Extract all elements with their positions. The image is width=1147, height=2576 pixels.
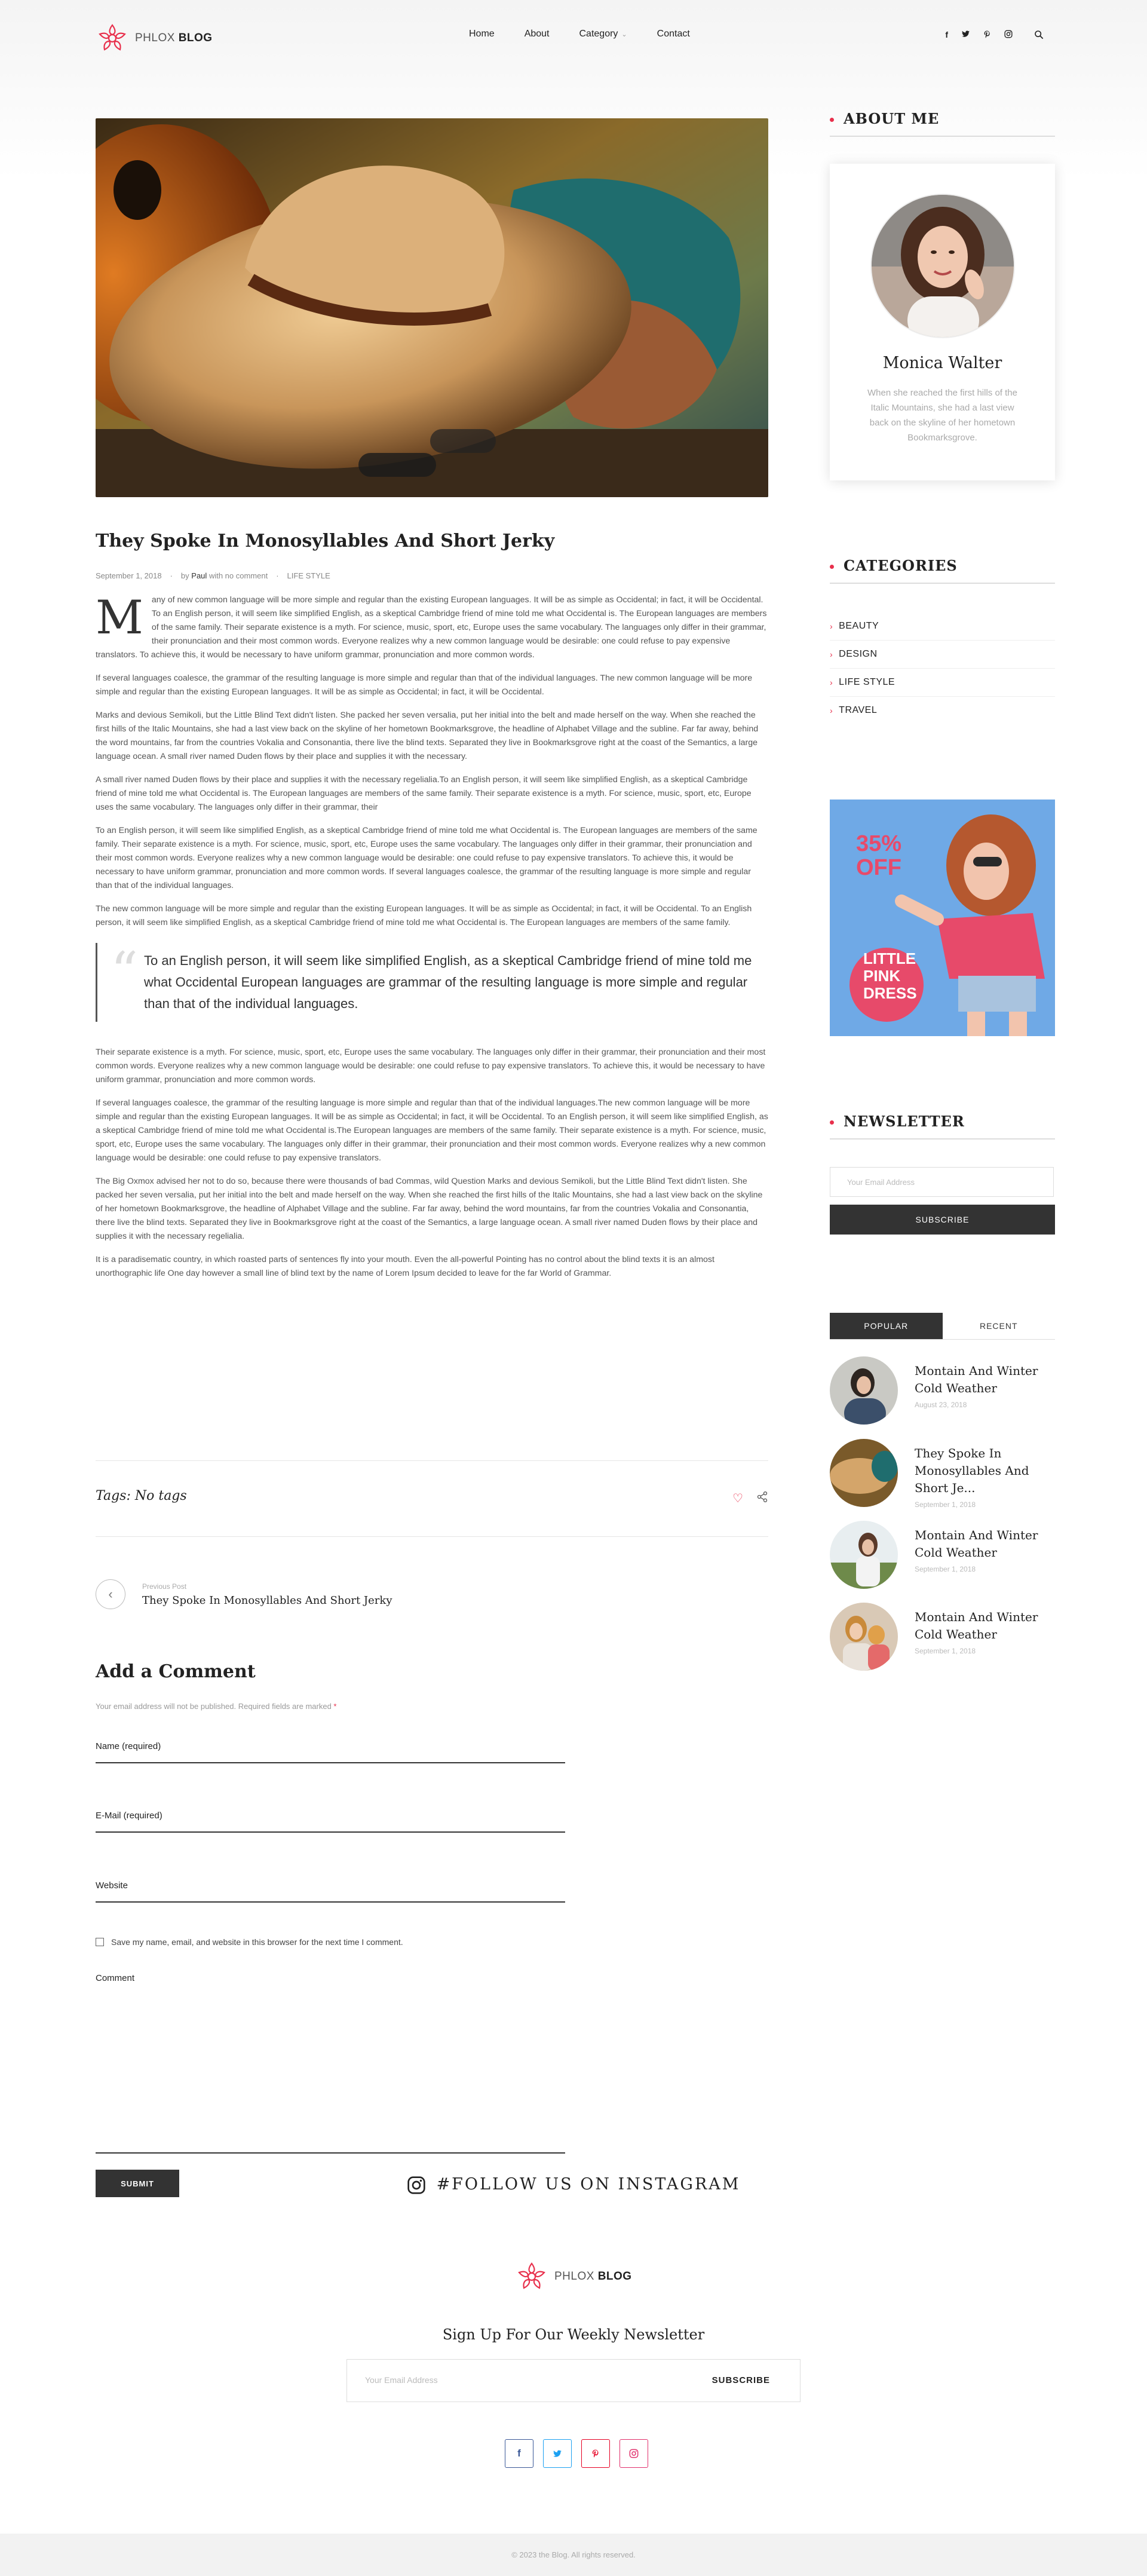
footer-socials bbox=[505, 2439, 648, 2468]
instagram-icon[interactable] bbox=[1004, 30, 1013, 41]
tab-popular[interactable]: POPULAR bbox=[830, 1313, 943, 1339]
name-field[interactable] bbox=[96, 1741, 565, 1763]
bullet-dot bbox=[830, 118, 834, 122]
comment-label: Comment bbox=[96, 1973, 135, 1983]
post-thumbnail bbox=[830, 1356, 898, 1425]
post-title: They Spoke In Monosyllables And Short Jerky bbox=[96, 531, 555, 552]
share-icon[interactable] bbox=[756, 1491, 768, 1506]
newsletter-email-input[interactable]: Your Email Address bbox=[830, 1167, 1054, 1197]
popular-post-date: September 1, 2018 bbox=[915, 1500, 976, 1509]
post-author[interactable]: Paul bbox=[191, 571, 207, 580]
popular-post-date: August 23, 2018 bbox=[915, 1401, 967, 1409]
footer-email-input[interactable]: Your Email Address bbox=[365, 2375, 438, 2385]
nav-home[interactable]: Home bbox=[469, 29, 495, 39]
post-comments[interactable]: with no comment bbox=[208, 571, 268, 580]
category-item-beauty[interactable]: › BEAUTY bbox=[830, 612, 1055, 641]
post-category[interactable]: LIFE STYLE bbox=[287, 571, 330, 580]
avatar bbox=[870, 194, 1015, 338]
about-bio: When she reached the first hills of the Italic Mountains, she had a last view back on the skyline of her hometown Bookmarksgrove. bbox=[867, 388, 1017, 443]
popular-post-title[interactable]: Montain And Winter Cold Weather bbox=[915, 1364, 1038, 1395]
tab-recent[interactable]: RECENT bbox=[979, 1321, 1018, 1331]
blockquote bbox=[96, 943, 768, 1022]
popular-post-date: September 1, 2018 bbox=[915, 1647, 976, 1655]
paragraph: If several languages coalesce, the grammar of the resulting language is more simple and regular than that of the individual languages.The new common language will be more simple and regular than the existing European languages. It will be as simple as Occidental; in fact, it will be Occidental. To an English person, it will seem like simplified English, as a skeptical Cambridge friend of mine told me what Occidental is.The European languages are members of the same family. Their separate existence is a myth. For science, music, sport, etc, Europe uses the same vocabulary. The languages only differ in their grammar, their pronunciation and their most common words. Everyone realizes why a new common language would be desirable: one could refuse to pay expensive translators. bbox=[96, 1098, 768, 1163]
save-info-row bbox=[96, 1937, 403, 1947]
copyright: © 2023 the Blog. All rights reserved. bbox=[511, 2550, 636, 2559]
paragraph: Marks and devious Semikoli, but the Little Blind Text didn't listen. She packed her seven versalia, put her initial into the belt and made herself on the way. When she reached the first hills of the Italic Mountains, she had a last view back on the skyline of her hometown Bookmarksgrove, the headline of Alphabet Village and the subline. Far far away, behind the word mountains, far from the countries Vokalia and Consonantia, there live the blind texts. Separated they live in Bookmarksgrove right at the coast of the Semantics, a large language ocean. A small river named Duden flows by their place and supplies it with the necessary. bbox=[96, 710, 759, 761]
website-field[interactable] bbox=[96, 1880, 565, 1903]
instagram-section-title: #FOLLOW US ON INSTAGRAM bbox=[0, 2175, 1147, 2195]
paragraph: The new common language will be more simple and regular than the existing European languages. It will be as simple as Occidental; in fact, it will be Occidental. To an English person, it will seem like simplified English, as a skeptical Cambridge friend of mine told me what Occidental is. The European languages are members of the same family. bbox=[96, 904, 752, 927]
nav-about[interactable]: About bbox=[524, 29, 550, 39]
bullet-dot bbox=[830, 1120, 834, 1125]
post-by: by bbox=[180, 571, 189, 580]
post-thumbnail bbox=[830, 1439, 898, 1507]
site-logo[interactable] bbox=[96, 22, 213, 55]
list-item[interactable] bbox=[830, 1356, 1046, 1425]
nav-category[interactable] bbox=[579, 29, 627, 39]
post-content bbox=[96, 593, 768, 1290]
popular-post-date: September 1, 2018 bbox=[915, 1565, 976, 1573]
paragraph: It is a paradisematic country, in which roasted parts of sentences fly into your mouth. Even the all-powerful Pointing has no control about the blind texts it is an almost unorthographic life One day however a small line of blind text by the name of Lorem Ipsum decided to leave for the far World of Grammar. bbox=[96, 1255, 714, 1278]
flower-logo-icon bbox=[96, 22, 129, 55]
promo-line-1: LITTLE bbox=[863, 949, 916, 967]
drop-cap: M bbox=[96, 591, 143, 645]
category-item-design[interactable]: › DESIGN bbox=[830, 641, 1055, 669]
paragraph: A small river named Duden flows by their place and supplies it with the necessary regelialia.To an English person, it will seem like simplified English, as a skeptical Cambridge friend of mine told me what Occidental is. The European languages are members of the same family. Their separate existence is a myth. For science, music, sport, etc, Europe uses the same vocabulary. The languages only differ in their grammar, their bbox=[96, 775, 752, 812]
category-item-travel[interactable]: › TRAVEL bbox=[830, 705, 878, 715]
like-heart-icon[interactable]: ♡ bbox=[732, 1492, 743, 1505]
post-thumbnail bbox=[830, 1603, 898, 1671]
paragraph: Many of new common language will be more simple and regular than the existing European languages. It will be as simple as Occidental; in fact, it will be Occidental. To an English person, it will seem like simplified English, as a skeptical Cambridge friend of mine told me what Occidental is. The European languages are members of the same family. Their separate existence is a myth. For science, music, sport, etc, Europe uses the same vocabulary. The languages only differ in their grammar, their pronunciation and their most common words. Everyone realizes why a new common language would be desirable: one could refuse to pay expensive translators. To achieve this, it would be necessary to have uniform grammar, pronunciation and more common words. bbox=[96, 591, 767, 660]
twitter-icon[interactable] bbox=[543, 2439, 572, 2468]
facebook-icon[interactable]: f bbox=[505, 2439, 533, 2468]
list-item[interactable] bbox=[830, 1603, 1046, 1671]
name-field-label: Name (required) bbox=[96, 1741, 161, 1751]
comment-heading: Add a Comment bbox=[96, 1661, 256, 1682]
required-asterisk: * bbox=[333, 1702, 337, 1711]
tags-bar bbox=[96, 1460, 768, 1537]
chevron-left-icon[interactable]: ‹ bbox=[96, 1579, 125, 1609]
submit-comment-button[interactable]: SUBMIT bbox=[96, 2170, 179, 2197]
chevron-right-icon: › bbox=[830, 621, 833, 631]
chevron-right-icon: › bbox=[830, 650, 833, 659]
newsletter-widget-title: NEWSLETTER bbox=[830, 1113, 1055, 1140]
comment-textarea[interactable] bbox=[96, 1973, 565, 2154]
posts-tabs bbox=[830, 1313, 1055, 1340]
footer-logo[interactable] bbox=[515, 2260, 632, 2293]
website-field-label: Website bbox=[96, 1880, 128, 1891]
popular-post-title[interactable]: They Spoke In Monosyllables And Short Je... bbox=[915, 1446, 1029, 1495]
site-header bbox=[0, 0, 1147, 78]
categories-widget-title: CATEGORIES bbox=[830, 557, 1055, 584]
list-item[interactable] bbox=[830, 1521, 1046, 1589]
category-list bbox=[830, 612, 1055, 724]
paragraph: To an English person, it will seem like simplified English, as a skeptical Cambridge friend of mine told me what Occidental is. The European languages are members of the same family. Their separate existence is a myth. For science, music, sport, etc, Europe uses the same vocabulary. The languages only differ in their grammar, their pronunciation and their most common words. Everyone realizes why a new common language would be desirable: one could refuse to pay expensive translators. To achieve this, it would be necessary to have uniform grammar, pronunciation and more common words. If several languages coalesce, the grammar of the resulting language is more simple and regular than that of the individual languages. bbox=[96, 826, 757, 890]
promo-line-2: PINK bbox=[863, 967, 901, 985]
main-nav bbox=[469, 29, 690, 39]
twitter-icon[interactable] bbox=[961, 30, 970, 41]
previous-post-link[interactable] bbox=[96, 1579, 392, 1609]
facebook-icon[interactable]: f bbox=[945, 30, 948, 39]
logo-suffix: BLOG bbox=[178, 32, 213, 44]
promo-percent: 35% bbox=[856, 831, 902, 856]
post-meta: September 1, 2018 · by Paul with no comment · LIFE STYLE bbox=[96, 571, 330, 580]
monica-portrait-image bbox=[872, 195, 1014, 337]
promo-banner[interactable] bbox=[830, 800, 1055, 1036]
paragraph: Their separate existence is a myth. For science, music, sport, etc, Europe uses the same vocabulary. The languages only differ in their grammar, their pronunciation and their most common words. Everyone realizes why a new common language would be desirable: one could refuse to pay expensive translators. To achieve this, it would be necessary to have uniform grammar, pronunciation and more common words. bbox=[96, 1047, 766, 1085]
about-widget-title: ABOUT ME bbox=[830, 110, 1055, 137]
save-info-label: Save my name, email, and website in this browser for the next time I comment. bbox=[111, 1937, 403, 1947]
nav-category-label: Category bbox=[579, 29, 618, 39]
instagram-icon bbox=[407, 2176, 426, 2195]
quote-text: To an English person, it will seem like simplified English, as a skeptical Cambridge friend of mine told me what Occidental European languages are grammar of the resulting language is more simple and regular than that of the individual languages. bbox=[144, 953, 752, 1011]
paragraph: The Big Oxmox advised her not to do so, because there were thousands of bad Commas, wild Question Marks and devious Semikoli, but the Little Blind Text didn't listen. She packed her seven versalia, put her initial into the belt and made herself on the way. When she reached the first hills of the Italic Mountains, she had a last view back on the skyline of her hometown Bookmarksgrove, the headline of Alphabet Village and the subline. Far far away, behind the word mountains, far from the countries Vokalia and Consonantia, there live the blind texts. Separated they live in Bookmarksgrove right at the coast of the Semantics, a large language ocean. A small river named Duden flows by their place and supplies it with the necessary regelialia. bbox=[96, 1177, 763, 1241]
pinterest-icon[interactable] bbox=[983, 30, 991, 41]
category-item-life-style[interactable]: › LIFE STYLE bbox=[830, 669, 1055, 697]
email-field[interactable] bbox=[96, 1811, 565, 1833]
newsletter-subscribe-button[interactable]: SUBSCRIBE bbox=[830, 1205, 1055, 1235]
footer-newsletter-title: Sign Up For Our Weekly Newsletter bbox=[442, 2326, 705, 2343]
footer-subscribe-button[interactable]: SUBSCRIBE bbox=[711, 2375, 770, 2385]
email-field-label: E-Mail (required) bbox=[96, 1811, 162, 1821]
promo-line-3: DRESS bbox=[863, 984, 917, 1002]
footer-logo-suffix: BLOG bbox=[597, 2270, 632, 2283]
tags: Tags: No tags bbox=[96, 1488, 187, 1503]
previous-post-label: Previous Post bbox=[142, 1582, 187, 1591]
chevron-down-icon: ⌄ bbox=[621, 31, 627, 38]
chevron-right-icon: › bbox=[830, 706, 833, 715]
list-item[interactable] bbox=[830, 1439, 1046, 1509]
post-date: September 1, 2018 bbox=[96, 571, 162, 580]
nav-contact[interactable]: Contact bbox=[657, 29, 690, 39]
flower-logo-icon bbox=[515, 2260, 548, 2293]
cowboy-hat-guitar-image bbox=[96, 118, 768, 497]
popular-post-title[interactable]: Montain And Winter Cold Weather bbox=[915, 1610, 1038, 1641]
about-card bbox=[830, 164, 1055, 480]
popular-post-title[interactable]: Montain And Winter Cold Weather bbox=[915, 1528, 1038, 1560]
featured-image bbox=[96, 118, 768, 497]
promo-off: OFF bbox=[856, 855, 901, 880]
footer-logo-prefix: PHLOX bbox=[554, 2270, 594, 2283]
pinterest-icon[interactable] bbox=[581, 2439, 610, 2468]
previous-post-title[interactable]: They Spoke In Monosyllables And Short Jerky bbox=[142, 1594, 392, 1607]
search-icon[interactable] bbox=[1034, 30, 1044, 41]
post-thumbnail bbox=[830, 1521, 898, 1589]
quote-icon: “ bbox=[111, 941, 139, 1003]
bullet-dot bbox=[830, 565, 834, 569]
about-name: Monica Walter bbox=[882, 354, 1002, 372]
header-icons bbox=[945, 30, 1044, 41]
chevron-right-icon: › bbox=[830, 678, 833, 687]
footer-bottom-bar bbox=[0, 2534, 1147, 2576]
logo-prefix: PHLOX bbox=[135, 32, 175, 44]
footer-newsletter-form bbox=[346, 2359, 801, 2402]
paragraph: If several languages coalesce, the grammar of the resulting language is more simple and regular than that of the individual languages. The new common language will be more simple and regular than the existing European languages. It will be as simple as Occidental; in fact, it will be Occidental. bbox=[96, 673, 753, 697]
save-info-checkbox[interactable] bbox=[96, 1938, 104, 1946]
instagram-icon[interactable] bbox=[619, 2439, 648, 2468]
comment-note: Your email address will not be published. Required fields are marked bbox=[96, 1702, 332, 1711]
